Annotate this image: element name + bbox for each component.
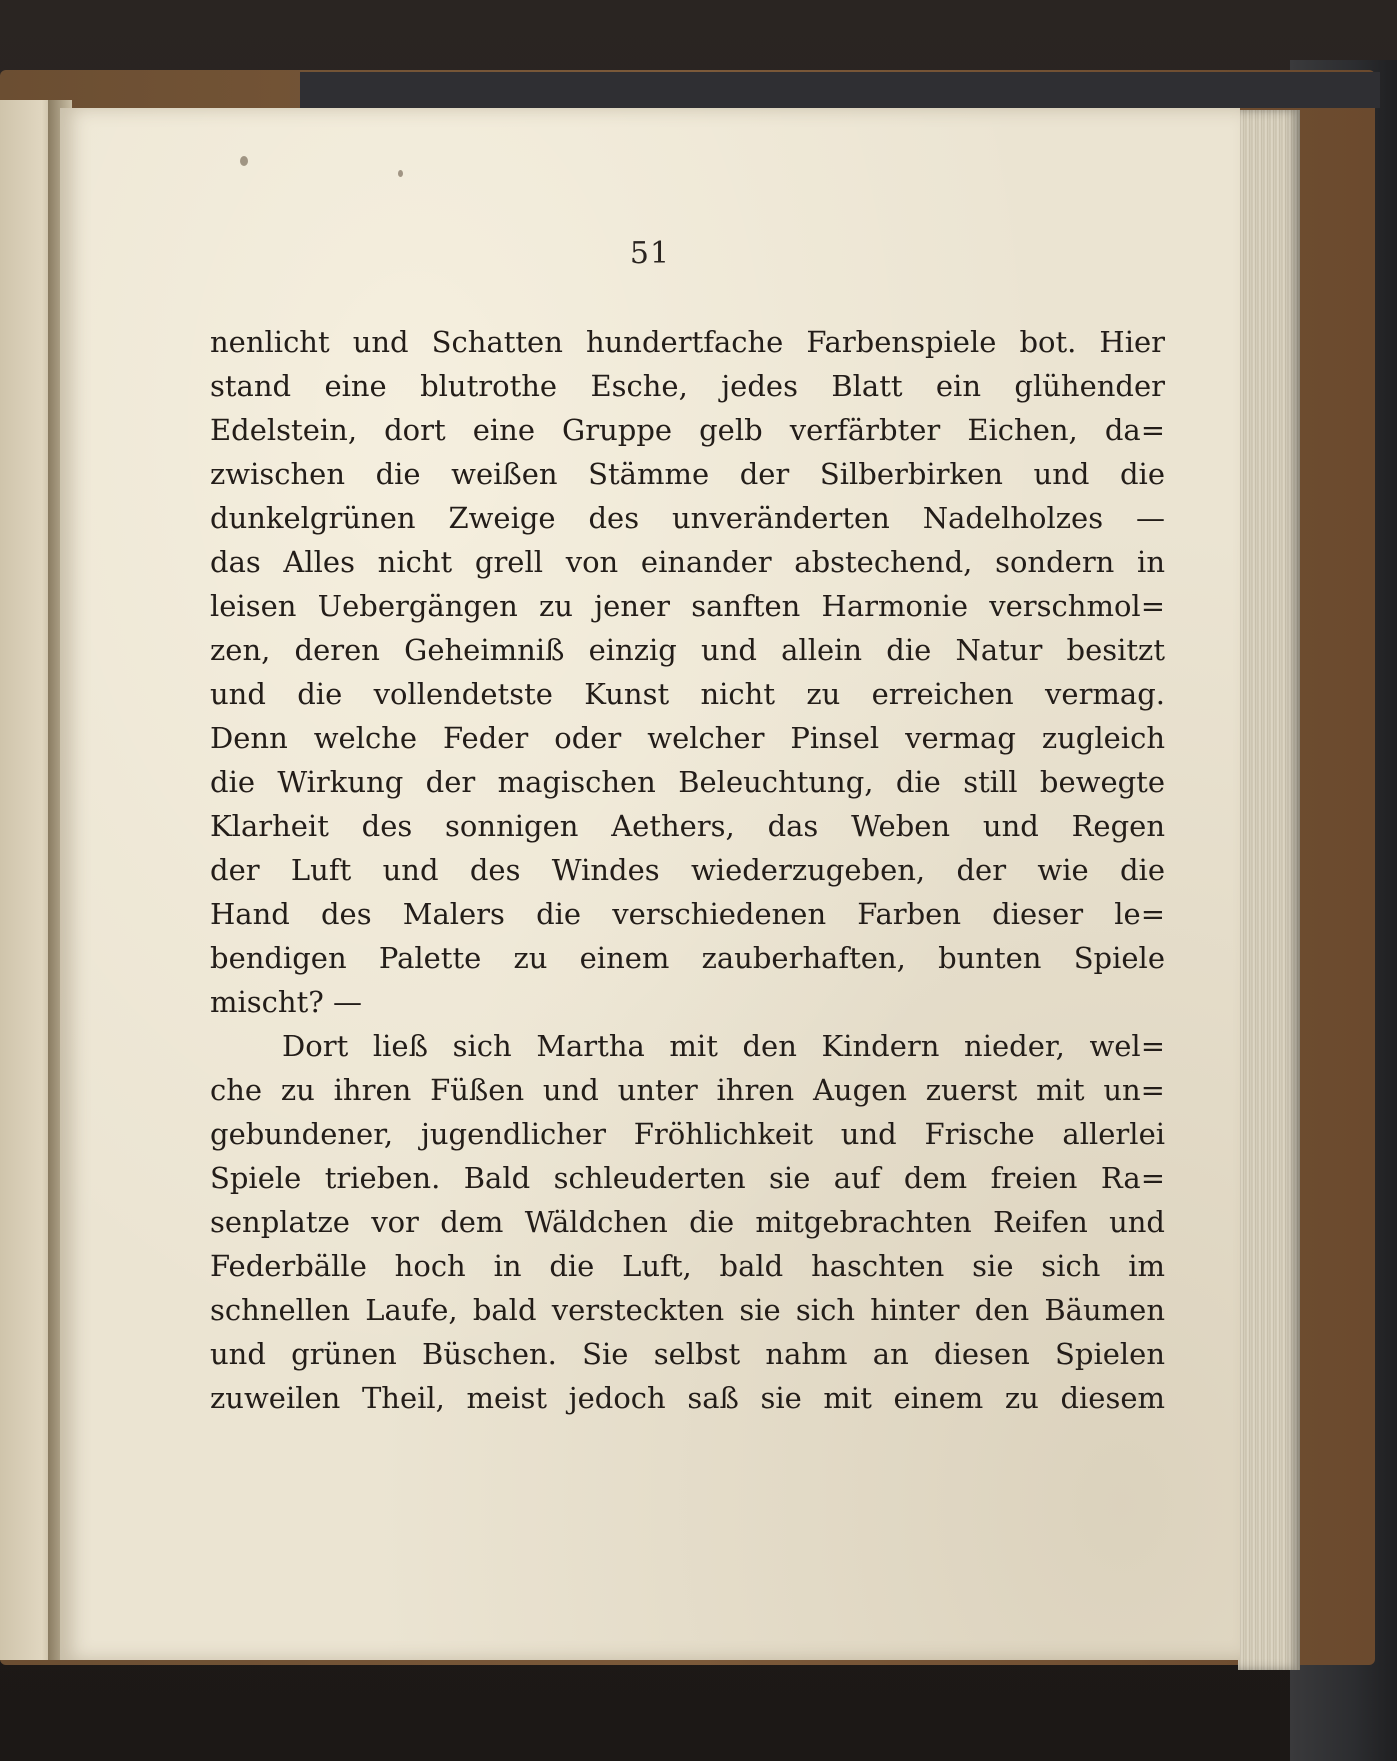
page-edges xyxy=(1238,110,1300,1670)
text-line: Federbälle hoch in die Luft, bald haschten sie sich im xyxy=(210,1249,1165,1283)
body-text xyxy=(210,320,1165,1420)
text-line-paragraph-end: mischt? — xyxy=(210,985,362,1019)
text-line-paragraph-start: Dort ließ sich Martha mit den Kindern nieder, wel= xyxy=(282,1029,1165,1063)
text-line: bendigen Palette zu einem zauberhaften, bunten Spiele xyxy=(210,941,1165,975)
text-line: Hand des Malers die verschiedenen Farben dieser le= xyxy=(210,897,1165,931)
text-line: die Wirkung der magischen Beleuchtung, die still bewegte xyxy=(210,765,1165,799)
text-line: zuweilen Theil, meist jedoch saß sie mit einem zu diesem xyxy=(210,1381,1165,1415)
text-line: und die vollendetste Kunst nicht zu erreichen vermag. xyxy=(210,677,1165,711)
text-line: Spiele trieben. Bald schleuderten sie auf dem freien Ra= xyxy=(210,1161,1165,1195)
text-line: senplatze vor dem Wäldchen die mitgebrachten Reifen und xyxy=(210,1205,1165,1239)
text-line: Denn welche Feder oder welcher Pinsel vermag zugleich xyxy=(210,721,1165,755)
text-line: zen, deren Geheimniß einzig und allein die Natur besitzt xyxy=(210,633,1165,667)
page-number: 51 xyxy=(629,236,671,271)
text-line: Edelstein, dort eine Gruppe gelb verfärbter Eichen, da= xyxy=(210,413,1165,447)
text-line: Klarheit des sonnigen Aethers, das Weben und Regen xyxy=(210,809,1165,843)
text-line: und grünen Büschen. Sie selbst nahm an diesen Spielen xyxy=(210,1337,1165,1371)
text-line: gebundener, jugendlicher Fröhlichkeit und Frische allerlei xyxy=(210,1117,1165,1151)
text-line: der Luft und des Windes wiederzugeben, der wie die xyxy=(210,853,1165,887)
text-line: dunkelgrünen Zweige des unveränderten Nadelholzes — xyxy=(210,501,1165,535)
text-line: stand eine blutrothe Esche, jedes Blatt ein glühender xyxy=(210,369,1165,403)
cover-spine-band xyxy=(300,72,1380,108)
text-line: das Alles nicht grell von einander abstechend, sondern in xyxy=(210,545,1165,579)
text-line: zwischen die weißen Stämme der Silberbirken und die xyxy=(210,457,1165,491)
text-line: schnellen Laufe, bald versteckten sie sich hinter den Bäumen xyxy=(210,1293,1165,1327)
book-page xyxy=(60,108,1240,1660)
text-line: che zu ihren Füßen und unter ihren Augen zuerst mit un= xyxy=(210,1073,1165,1107)
text-line: leisen Uebergängen zu jener sanften Harmonie verschmol= xyxy=(210,589,1165,623)
text-line: nenlicht und Schatten hundertfache Farbenspiele bot. Hier xyxy=(210,325,1165,359)
paper-speck xyxy=(398,170,403,177)
paper-speck xyxy=(240,156,248,166)
